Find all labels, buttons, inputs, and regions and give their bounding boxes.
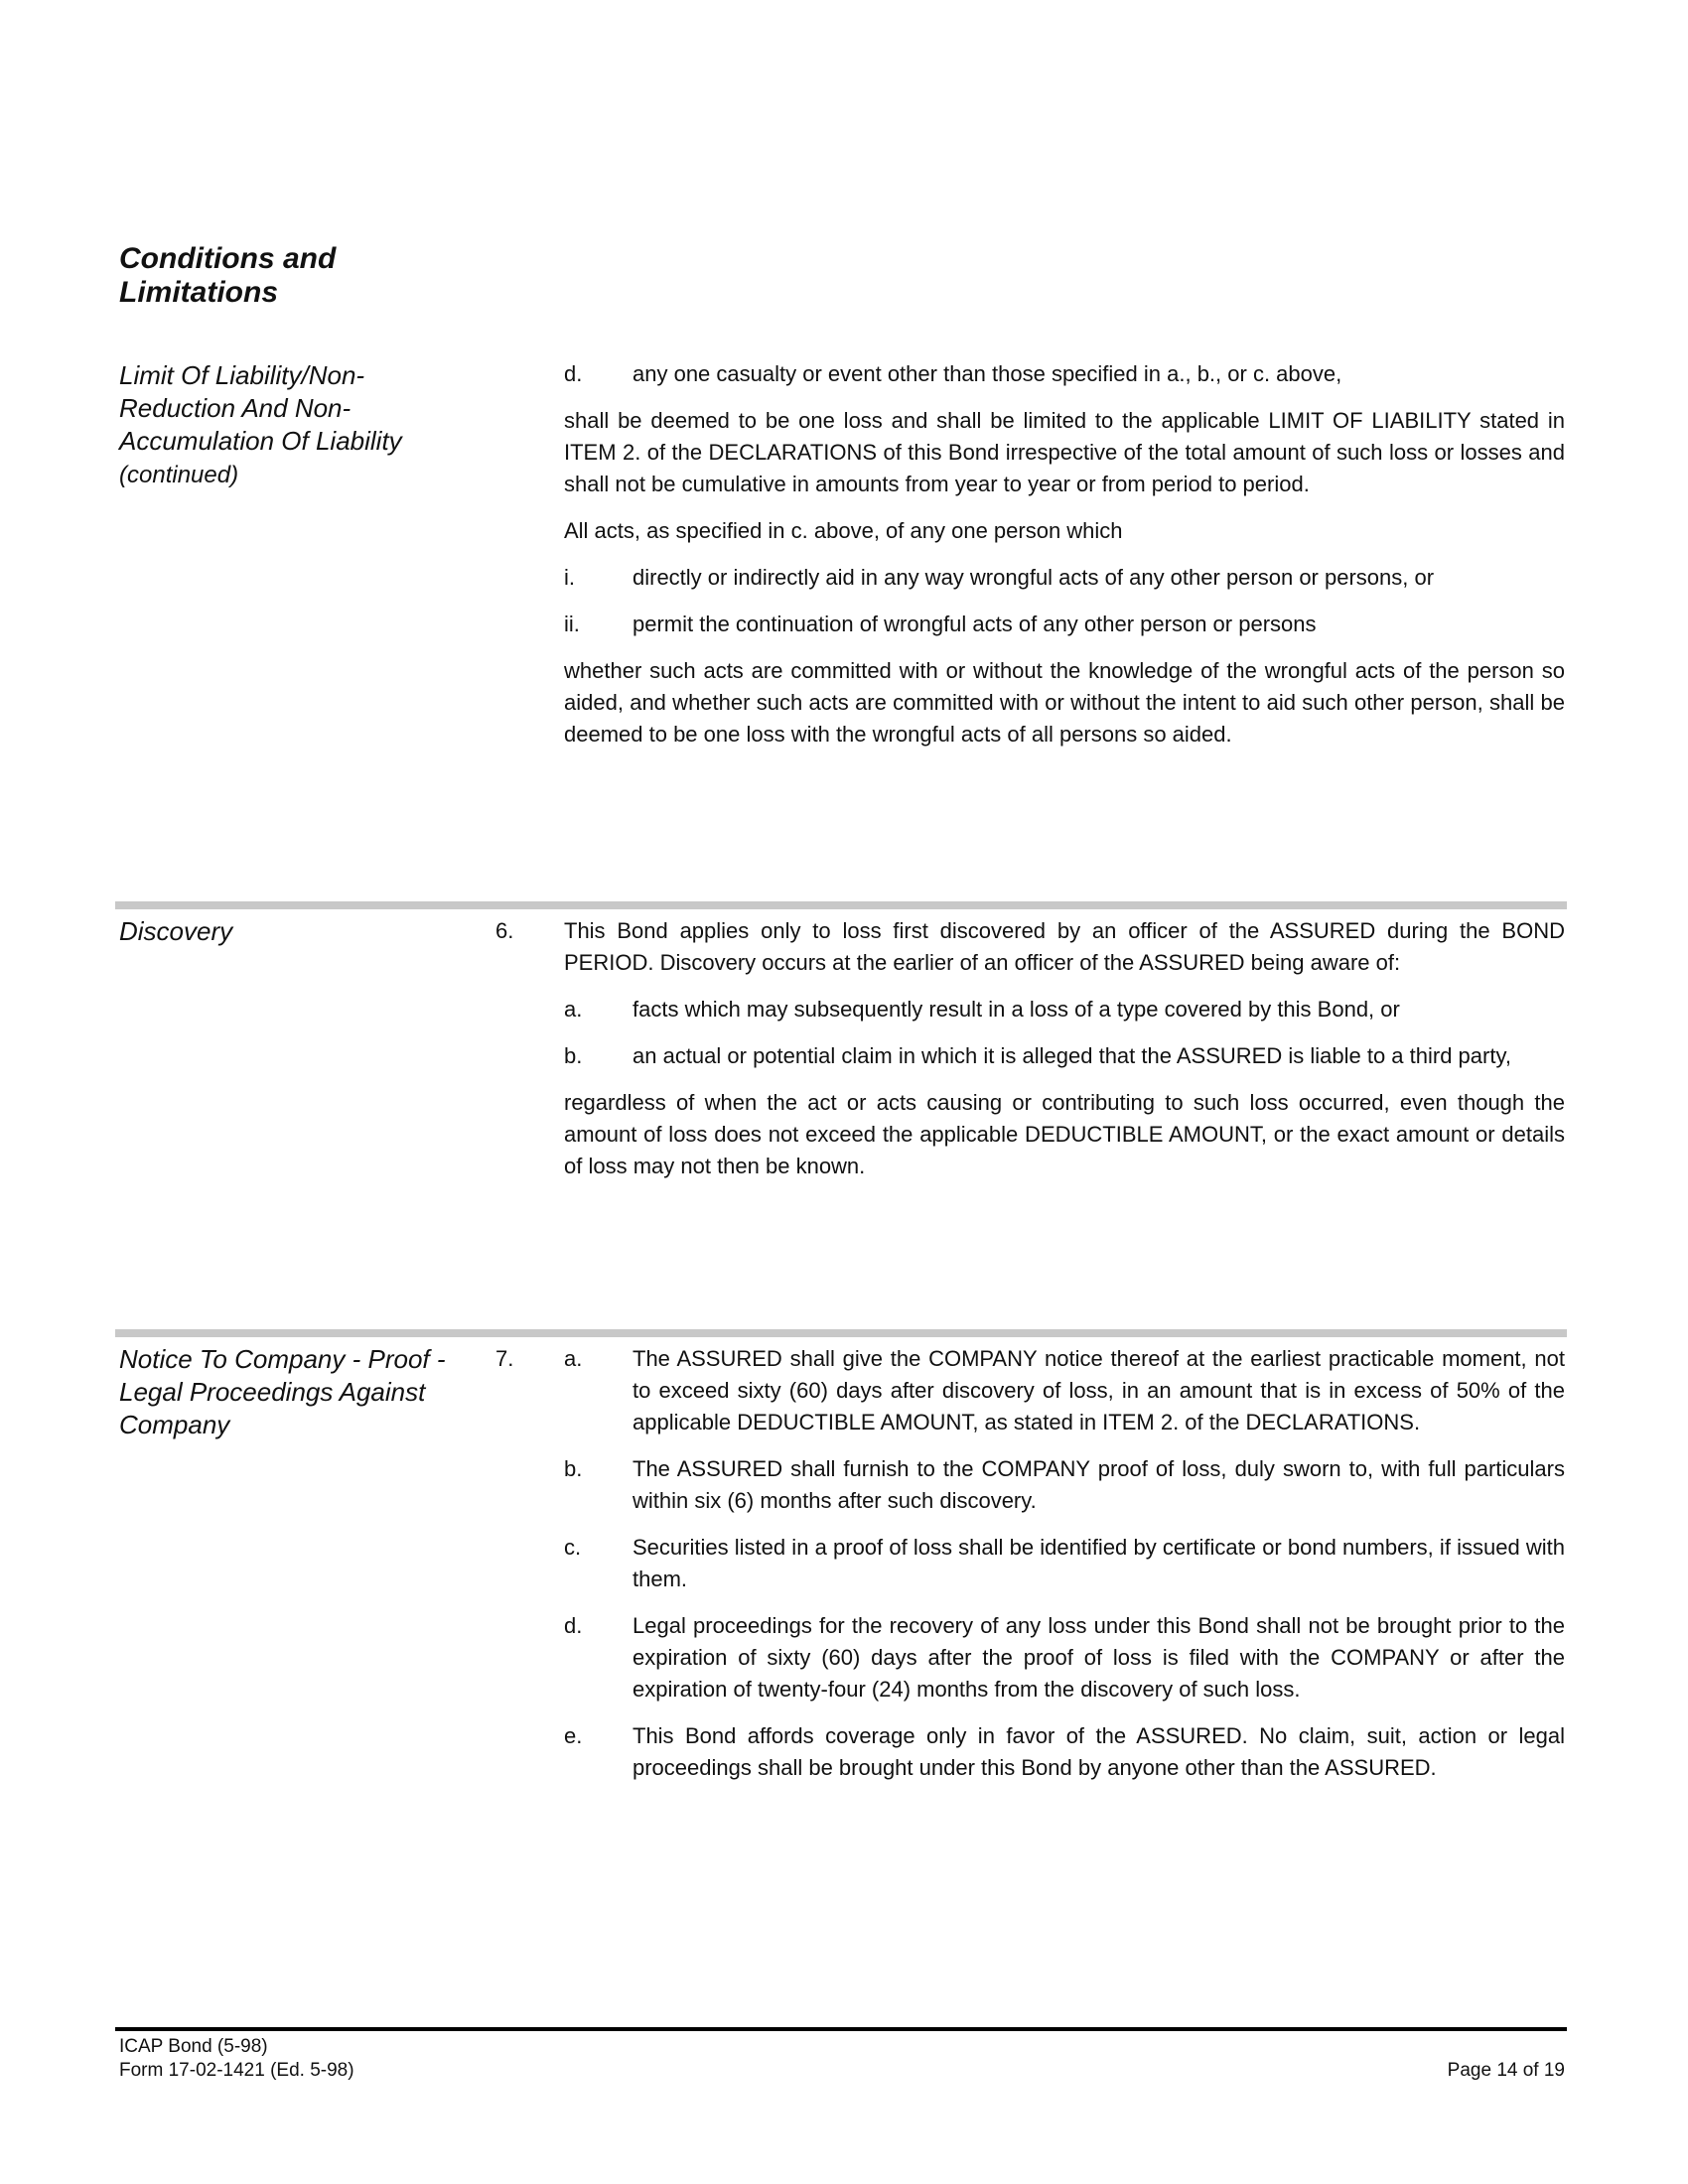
page-heading: Conditions and Limitations — [119, 242, 337, 309]
section-label-note: (continued) — [119, 462, 239, 488]
list-item — [564, 358, 1565, 390]
section-label-notice-to-company: Notice To Company - Proof - Legal Proceedings Against Company — [119, 1344, 446, 1439]
list-item — [564, 562, 1565, 594]
list-item — [564, 1610, 1565, 1706]
paragraph: All acts, as specified in c. above, of any one person which — [564, 518, 1123, 543]
item-marker: c. — [564, 1535, 582, 1560]
item-text: The ASSURED shall give the COMPANY notice thereof at the earliest practicable moment, not to exceed sixty (60) days after discovery of loss, in an amount that is in excess of 50% of the applicable DEDUCTIBLE AMOUNT, as stated in ITEM 2. of the DECLARATIONS. — [633, 1346, 1565, 1434]
paragraph: shall be deemed to be one loss and shall be limited to the applicable LIMIT OF LIABILITY stated in ITEM 2. of the DECLARATIONS of this Bond irrespective of the total amount of such loss or losses and shall not be cumulative in amounts from year to year or from period to period. — [564, 408, 1565, 496]
paragraph: This Bond applies only to loss first discovered by an officer of the ASSURED during the BOND PERIOD. Discovery occurs at the earlier of an officer of the ASSURED being aware of: — [564, 918, 1565, 975]
item-marker: a. — [564, 1346, 583, 1371]
section-number: 7. — [495, 1346, 514, 1371]
footer-rule — [115, 2027, 1567, 2031]
item-marker: e. — [564, 1723, 583, 1748]
list-item — [564, 1040, 1565, 1072]
section-label-discovery: Discovery — [119, 916, 233, 946]
footer-line-2: Form 17-02-1421 (Ed. 5-98) — [119, 2060, 354, 2081]
item-marker: d. — [564, 1613, 583, 1638]
list-item — [564, 994, 1565, 1025]
item-text: permit the continuation of wrongful acts of any other person or persons — [633, 612, 1317, 636]
item-text: directly or indirectly aid in any way wrongful acts of any other person or persons, or — [633, 565, 1435, 590]
item-text: Securities listed in a proof of loss shall be identified by certificate or bond numbers, if issued with them. — [633, 1535, 1565, 1591]
section-body-limit-of-liability — [564, 358, 1565, 765]
section-body-notice-to-company — [564, 1343, 1565, 1799]
footer-line-1: ICAP Bond (5-98) — [119, 2036, 268, 2057]
item-marker: ii. — [564, 612, 580, 636]
section-divider — [115, 901, 1567, 909]
list-item — [564, 1343, 1565, 1438]
item-text: This Bond affords coverage only in favor of the ASSURED. No claim, suit, action or legal proceedings shall be brought under this Bond by anyone other than the ASSURED. — [633, 1723, 1565, 1780]
section-label-text: Limit Of Liability/Non-Reduction And Non-Accumulation Of Liability — [119, 360, 402, 456]
section-label-limit-of-liability — [119, 359, 457, 491]
item-marker: i. — [564, 565, 575, 590]
item-marker: d. — [564, 361, 583, 386]
item-marker: b. — [564, 1456, 583, 1481]
list-item — [564, 1720, 1565, 1784]
section-body-discovery — [564, 915, 1565, 1197]
item-text: Legal proceedings for the recovery of any loss under this Bond shall not be brought prior to the expiration of sixty (60) days after the proof of loss is filed with the COMPANY or after the expiration of twenty-four (24) months from the discovery of such loss. — [633, 1613, 1565, 1702]
paragraph: regardless of when the act or acts causing or contributing to such loss occurred, even though the amount of loss does not exceed the applicable DEDUCTIBLE AMOUNT, or the exact amount or details of loss may not then be known. — [564, 1090, 1565, 1178]
list-item — [564, 1453, 1565, 1517]
item-marker: b. — [564, 1043, 583, 1068]
page-number: Page 14 of 19 — [1447, 2060, 1565, 2081]
list-item — [564, 1532, 1565, 1595]
item-text: The ASSURED shall furnish to the COMPANY proof of loss, duly sworn to, with full particulars within six (6) months after such discovery. — [633, 1456, 1565, 1513]
paragraph: whether such acts are committed with or without the knowledge of the wrongful acts of the person so aided, and whether such acts are committed with or without the intent to aid such other person, shall be deemed to be one loss with the wrongful acts of all persons so aided. — [564, 658, 1565, 747]
item-text: any one casualty or event other than those specified in a., b., or c. above, — [633, 361, 1342, 386]
footer-form-info — [119, 2035, 354, 2083]
item-text: an actual or potential claim in which it is alleged that the ASSURED is liable to a third party, — [633, 1043, 1511, 1068]
item-text: facts which may subsequently result in a loss of a type covered by this Bond, or — [633, 997, 1400, 1022]
section-divider — [115, 1329, 1567, 1337]
item-marker: a. — [564, 997, 583, 1022]
section-number: 6. — [495, 918, 514, 943]
list-item — [564, 609, 1565, 640]
